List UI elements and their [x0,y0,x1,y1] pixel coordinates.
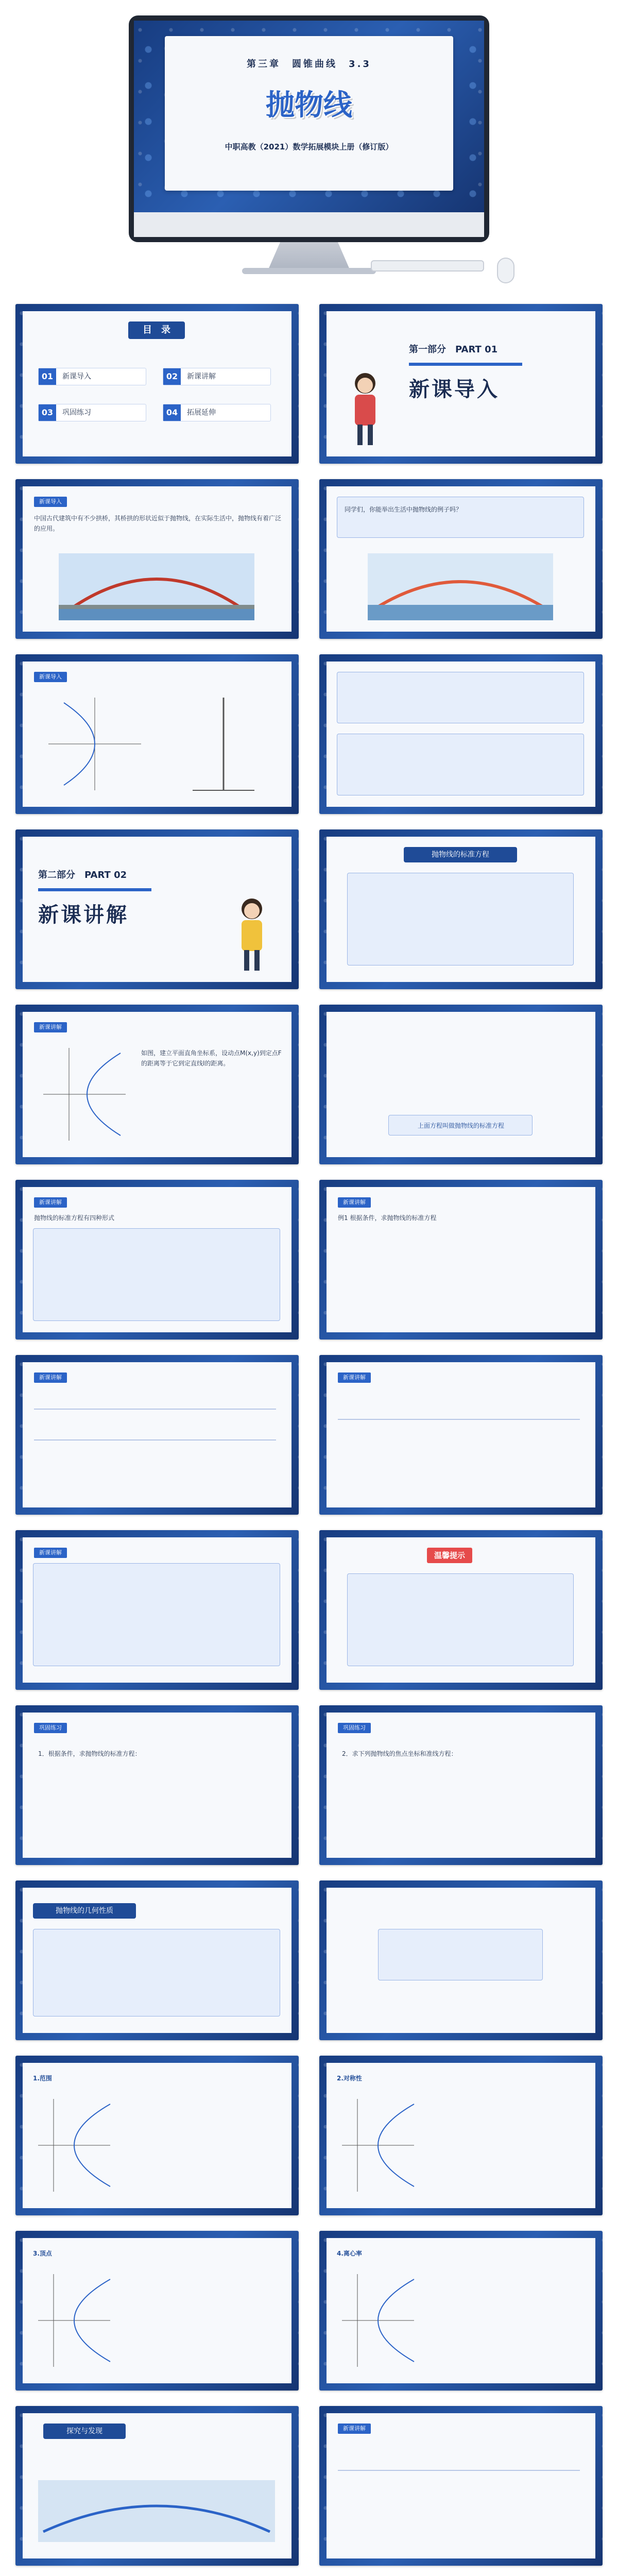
hero-title: 抛物线 [266,89,352,122]
section-tag: 新课讲解 [338,1197,371,1208]
slide-body-text: 如图，建立平面直角坐标系，设动点M(x,y)到定点F的距离等于它到定直线l的距离。 [141,1049,282,1067]
note-box [378,1929,543,1980]
section-tag: 巩固练习 [34,1723,67,1733]
toc-label: 新课导入 [62,372,91,381]
bridge-photo-icon [368,553,553,620]
slide-properties-title[interactable] [15,1880,299,2040]
equation-box [388,1115,533,1136]
girl-illustration-icon [342,368,388,450]
bridge-arch-icon [59,553,254,620]
section-tag: 新课讲解 [338,2424,371,2434]
slide-range[interactable] [15,2056,299,2215]
section-tag: 新课讲解 [34,1548,67,1558]
property-label: 3.顶点 [33,2250,52,2257]
section-tag: 新课讲解 [338,1372,371,1383]
slide-intro-question[interactable] [319,479,603,639]
warm-tip-tag: 温馨提示 [427,1548,472,1563]
part-title: 新课讲解 [38,903,129,927]
slide-example-1[interactable] [319,1180,603,1340]
slide-vertex[interactable] [15,2231,299,2391]
axes-diagram-icon [38,1043,131,1146]
section-tag: 新课导入 [34,672,67,682]
section-tag: 新课讲解 [34,1372,67,1383]
divider [34,1409,276,1410]
toc-item-3[interactable] [38,404,146,421]
slide-part-01[interactable] [319,304,603,464]
slide-body-text: 例1 根据条件，求抛物线的标准方程 [338,1214,437,1222]
part-bar [38,888,151,891]
slide-properties-note[interactable] [319,1880,603,2040]
properties-heading: 抛物线的几何性质 [33,1903,136,1919]
slide-explain-derive[interactable] [15,1005,299,1164]
toc-item-1[interactable] [38,368,146,385]
toc-num: 04 [163,404,181,421]
slide-example-1b[interactable] [15,1355,299,1515]
slide-explain-equation[interactable] [319,1005,603,1164]
standard-forms-table [33,1228,280,1321]
section-tag: 新课导入 [34,497,67,507]
monitor-frame [129,15,489,242]
divider [338,2470,580,2471]
toc-label: 拓展延伸 [187,409,216,417]
tip-box [347,1573,574,1666]
slide-eccentricity[interactable] [319,2231,603,2391]
slide-explore[interactable] [15,2406,299,2566]
part-number: 第二部分 PART 02 [38,870,127,880]
keyboard-icon [371,260,484,272]
toc-label: 新课讲解 [187,372,216,381]
symmetry-diagram-icon [337,2094,419,2197]
bridge-photo-icon [38,2480,275,2542]
monitor-chin [134,212,484,237]
section-tag: 巩固练习 [338,1723,371,1733]
slide-part-02[interactable] [15,829,299,989]
slide-intro-bridge[interactable] [15,479,299,639]
slide-body-text: 2．求下列抛物线的焦点坐标和准线方程： [342,1750,457,1757]
slide-toc[interactable] [15,304,299,464]
eccentricity-diagram-icon [337,2269,419,2372]
slide-explain-title[interactable] [319,829,603,989]
slide-practice-2[interactable] [319,1705,603,1865]
slide-body-text: 1．根据条件，求抛物线的标准方程： [38,1750,141,1757]
hero-chapter: 第三章 圆锥曲线 3.3 [247,59,371,70]
property-label: 4.离心率 [337,2250,362,2257]
range-diagram-icon [33,2094,115,2197]
part-bar [409,363,522,366]
property-label: 2.对称性 [337,2075,362,2082]
pole-diagram-icon [182,692,265,795]
toc-heading: 目 录 [128,321,185,339]
monitor-screen [134,21,484,212]
part-number: 第一部分 PART 01 [409,344,498,355]
hero-section [0,0,618,289]
equation-caption: 上面方程叫做抛物线的标准方程 [417,1122,504,1129]
divider [338,1419,580,1420]
mouse-icon [497,258,514,283]
slide-body-text: 中国古代建筑中有不少拱桥，其桥拱的形状近似于抛物线，在实际生活中，抛物线有着广泛的应用。 [34,515,282,532]
slide-warm-tip-1[interactable] [319,1530,603,1690]
definition-box-2 [337,734,584,795]
toc-num: 03 [39,404,56,421]
toc-num: 01 [39,368,56,385]
hero-subtitle: 中职高教（2021）数学拓展模块上册（修订版） [225,142,393,151]
toc-item-4[interactable] [163,404,271,421]
slide-example-3[interactable] [15,1530,299,1690]
monitor-stand [268,242,350,270]
definition-box-1 [337,672,584,723]
divider [34,1439,276,1440]
topic-heading: 抛物线的标准方程 [404,847,517,862]
slide-body-text: 抛物线的标准方程有四种形式 [34,1214,115,1222]
question-box [337,497,584,538]
slide-explain-table[interactable] [15,1180,299,1340]
topic-box [347,873,574,965]
toc-label: 巩固练习 [62,409,91,417]
section-tag: 新课讲解 [34,1197,67,1208]
properties-box [33,1929,280,2016]
part-title: 新课导入 [409,378,500,401]
solution-box [33,1563,280,1666]
slide-example-2[interactable] [319,1355,603,1515]
slide-example-4[interactable] [319,2406,603,2566]
parabola-diagram-icon [43,692,146,795]
question-text: 同学们，你能举出生活中抛物线的例子吗？ [345,506,462,513]
slide-intro-definition[interactable] [319,654,603,814]
toc-num: 02 [163,368,181,385]
property-label: 1.范围 [33,2075,52,2082]
section-tag: 新课讲解 [34,1022,67,1032]
slide-intro-diagram[interactable] [15,654,299,814]
slide-symmetry[interactable] [319,2056,603,2215]
girl-illustration-icon [229,893,275,976]
slide-practice-1[interactable] [15,1705,299,1865]
toc-item-2[interactable] [163,368,271,385]
monitor-base [242,268,376,274]
vertex-diagram-icon [33,2269,115,2372]
explore-heading: 探究与发现 [43,2424,126,2439]
hero-title-card [165,36,453,191]
